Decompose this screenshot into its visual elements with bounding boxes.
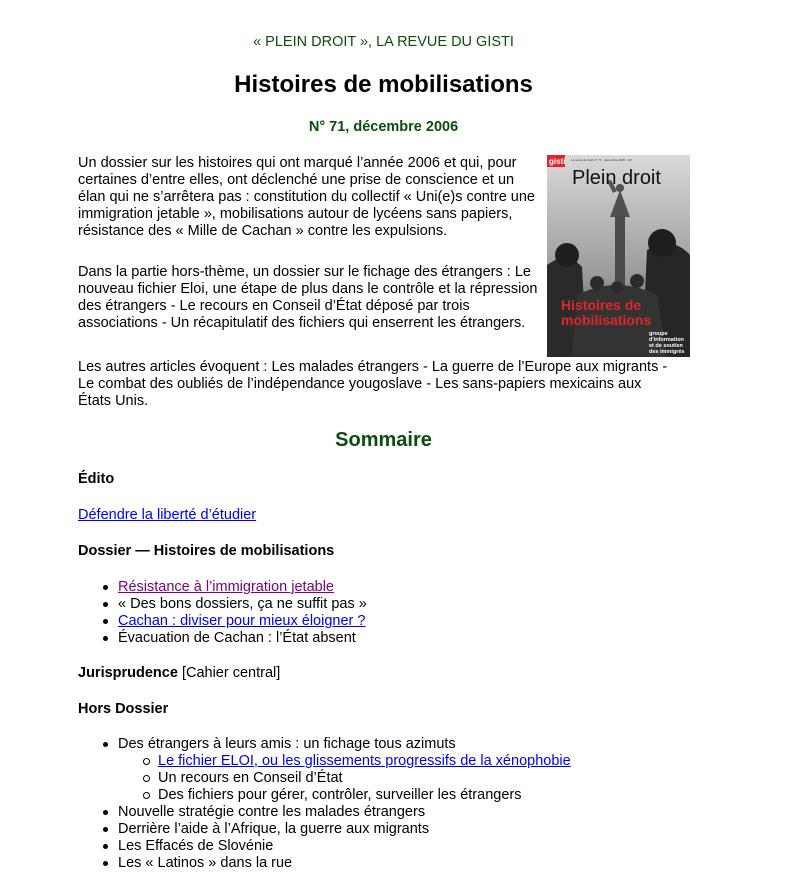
list-item: Les « Latinos » dans la rue — [118, 855, 429, 872]
intro-paragraph-1: Un dossier sur les histoires qui ont marqué l’année 2006 et qui, pour certaines d’entre elles, ont déclenché une prise de conscience et un élan qui ne s’arrêtera pas : constitution du collectif « Uni(e)s contre une immigration jetable », mobilisations autour de lycéens sans papiers, résistance des « Mille de Cachan » contre les expulsions. — [78, 155, 535, 239]
list-item: « Des bons dossiers, ça ne suffit pas » — [118, 596, 367, 612]
list-item: Nouvelle stratégie contre les malades étrangers — [118, 804, 429, 821]
edito-link[interactable]: Défendre la liberté d’étudier — [78, 507, 257, 523]
magazine-cover-image[interactable] — [547, 155, 690, 357]
cover-org-line-3: et de soutien — [649, 343, 683, 349]
sublist-link-eloi[interactable]: Le fichier ELOI, ou les glissements progressifs de la xénophobie — [158, 753, 571, 769]
gisti-logo-text: gisti — [549, 157, 566, 166]
hors-dossier-list — [118, 736, 456, 753]
edito-heading: Édito — [78, 471, 115, 487]
list-item: Les Effacés de Slovénie — [118, 838, 429, 855]
dossier-heading: Dossier — Histoires de mobilisations — [78, 543, 335, 559]
sommaire-heading: Sommaire — [335, 429, 432, 451]
dossier-link-resistance[interactable]: Résistance à l’immigration jetable — [118, 579, 334, 595]
dossier-list — [118, 579, 367, 647]
cover-masthead: Plein droit — [572, 167, 661, 189]
cover-headline-1: Histoires de — [561, 297, 642, 313]
cover-org-line-4: des immigrés — [649, 349, 685, 355]
jurisprudence-title: Jurisprudence — [78, 665, 178, 681]
intro-paragraph-3: Les autres articles évoquent : Les malades étrangers - La guerre de l’Europe aux migrants - Le combat des oubliés de l’indépendance yougoslave - Les sans-papiers mexicains aux États Unis. — [78, 359, 668, 409]
dossier-link-cachan[interactable]: Cachan : diviser pour mieux éloigner ? — [118, 613, 366, 629]
cover-org-line-1: groupe — [649, 331, 668, 337]
cover-small-line: La revue du Gisti n° 71 · décembre 2006 · 9 € — [571, 158, 632, 162]
magazine-kicker: « PLEIN DROIT », LA REVUE DU GISTI — [253, 34, 514, 50]
cover-illustration — [547, 155, 690, 357]
page-title: Histoires de mobilisations — [234, 71, 533, 98]
list-item — [118, 613, 367, 630]
list-item: Un recours en Conseil d’État — [158, 770, 571, 787]
cover-headline-2: mobilisations — [561, 312, 652, 328]
hors-dossier-list-continued — [118, 804, 429, 872]
list-item: Des fichiers pour gérer, contrôler, surveiller les étrangers — [158, 787, 571, 804]
cover-org-line-2: d'information — [649, 337, 684, 343]
jurisprudence-note: [Cahier central] — [181, 665, 281, 681]
hors-dossier-sublist — [158, 753, 571, 804]
intro-paragraph-2: Dans la partie hors-thème, un dossier sur le fichage des étrangers : Le nouveau fichier Eloi, une étape de plus dans le contrôle et la répression des étrangers - Le recours en Conseil d’État déposé par trois associations - Un récapitulatif des fichiers qui enserrent les étrangers. — [78, 264, 538, 331]
issue-number: N° 71, décembre 2006 — [308, 119, 459, 135]
list-item: Des étrangers à leurs amis : un fichage tous azimuts — [118, 736, 456, 752]
jurisprudence-heading — [78, 665, 280, 682]
list-item — [118, 579, 367, 596]
list-item: Derrière l’aide à l’Afrique, la guerre aux migrants — [118, 821, 430, 837]
list-item — [158, 753, 571, 770]
hors-dossier-heading: Hors Dossier — [78, 701, 169, 717]
list-item: Évacuation de Cachan : l’État absent — [118, 630, 367, 647]
